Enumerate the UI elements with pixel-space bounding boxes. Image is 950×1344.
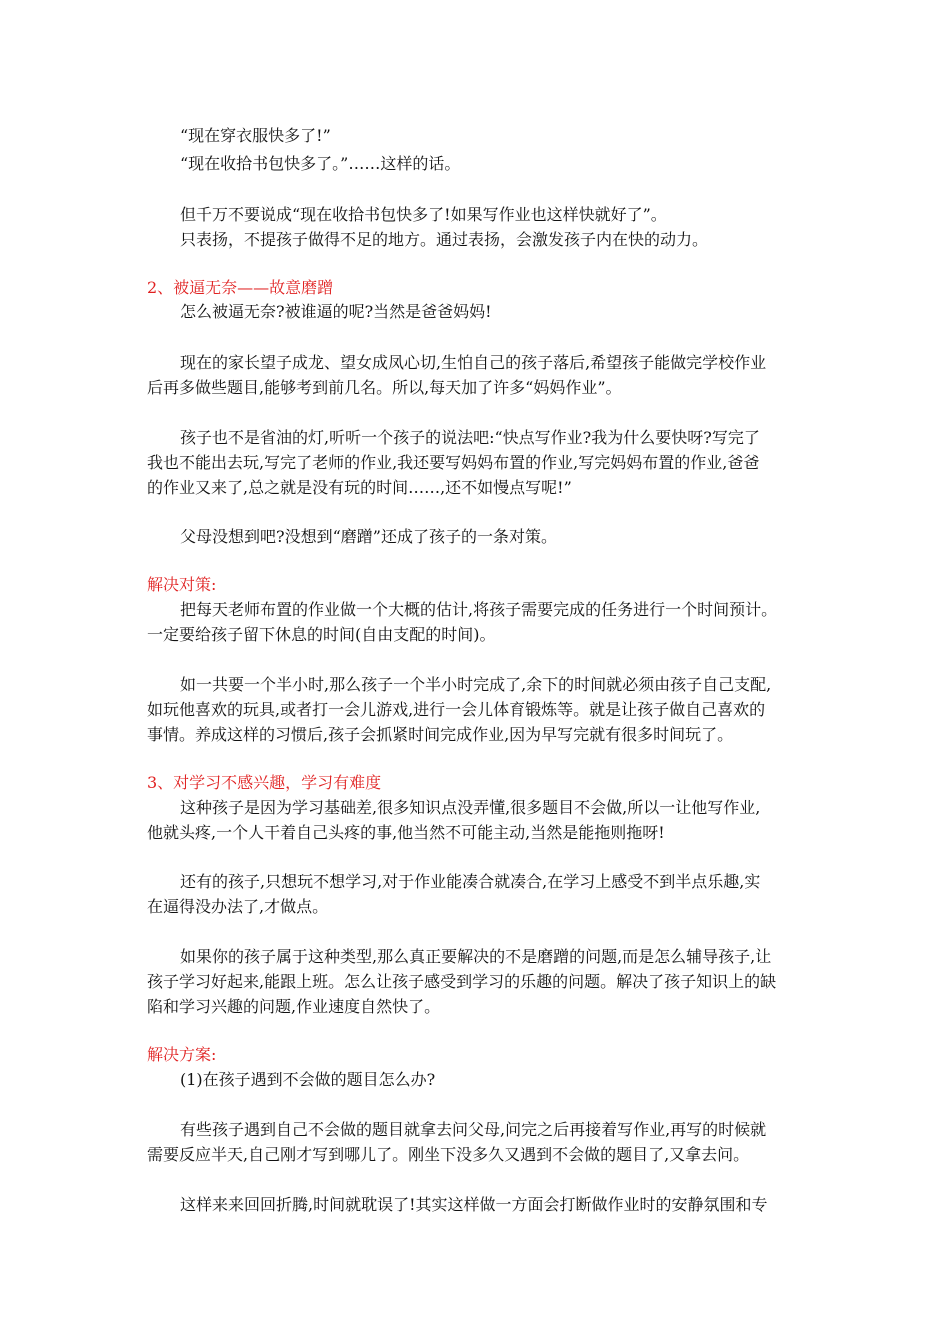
quote-line: “现在收拾书包快多了。”……这样的话。 — [180, 154, 461, 173]
paragraph-line: 孩子学习好起来,能跟上班。怎么让孩子感受到学习的乐趣的问题。解决了孩子知识上的缺 — [147, 972, 777, 991]
paragraph-line: 后再多做些题目,能够考到前几名。所以,每天加了许多“妈妈作业”。 — [147, 378, 622, 397]
paragraph-line: 只表扬，不提孩子做得不足的地方。通过表扬，会激发孩子内在快的动力。 — [180, 230, 709, 249]
paragraph-line: 陷和学习兴趣的问题,作业速度自然快了。 — [147, 997, 441, 1016]
paragraph-line: (1)在孩子遇到不会做的题目怎么办? — [180, 1070, 436, 1089]
solution-heading: 解决对策: — [147, 575, 217, 594]
paragraph-line: 如果你的孩子属于这种类型,那么真正要解决的不是磨蹭的问题,而是怎么辅导孩子,让 — [180, 947, 772, 966]
paragraph-line: 一定要给孩子留下休息的时间(自由支配的时间)。 — [147, 625, 496, 644]
quote-line: “现在穿衣服快多了!” — [180, 126, 331, 145]
paragraph-line: 这种孩子是因为学习基础差,很多知识点没弄懂,很多题目不会做,所以一让他写作业, — [180, 798, 761, 817]
paragraph-line: 我也不能出去玩,写完了老师的作业,我还要写妈妈布置的作业,写完妈妈布置的作业,爸爸 — [147, 453, 760, 472]
paragraph-line: 但千万不要说成“现在收拾书包快多了!如果写作业也这样快就好了”。 — [180, 205, 667, 224]
paragraph-line: 事情。养成这样的习惯后,孩子会抓紧时间完成作业,因为早写完就有很多时间玩了。 — [147, 725, 734, 744]
paragraph-line: 把每天老师布置的作业做一个大概的估计,将孩子需要完成的任务进行一个时间预计。 — [180, 600, 778, 619]
paragraph-line: 怎么被逼无奈?被谁逼的呢?当然是爸爸妈妈! — [180, 302, 492, 321]
section-heading-2: 2、被逼无奈——故意磨蹭 — [147, 278, 334, 297]
paragraph-line: 如一共要一个半小时,那么孩子一个半小时完成了,余下的时间就必须由孩子自己支配, — [180, 675, 772, 694]
paragraph-line: 父母没想到吧?没想到“磨蹭”还成了孩子的一条对策。 — [180, 527, 557, 546]
paragraph-line: 的作业又来了,总之就是没有玩的时间……,还不如慢点写呢!” — [147, 478, 572, 497]
paragraph-line: 孩子也不是省油的灯,听听一个孩子的说法吧:“快点写作业?我为什么要快呀?写完了 — [180, 428, 760, 447]
paragraph-line: 这样来来回回折腾,时间就耽误了!其实这样做一方面会打断做作业时的安静氛围和专 — [180, 1195, 768, 1214]
paragraph-line: 有些孩子遇到自己不会做的题目就拿去问父母,问完之后再接着写作业,再写的时候就 — [180, 1120, 767, 1139]
paragraph-line: 现在的家长望子成龙、望女成凤心切,生怕自己的孩子落后,希望孩子能做完学校作业 — [180, 353, 767, 372]
paragraph-line: 他就头疼,一个人干着自己头疼的事,他当然不可能主动,当然是能拖则拖呀! — [147, 823, 665, 842]
paragraph-line: 如玩他喜欢的玩具,或者打一会儿游戏,进行一会儿体育锻炼等。就是让孩子做自己喜欢的 — [147, 700, 766, 719]
section-heading-3: 3、对学习不感兴趣，学习有难度 — [147, 773, 382, 792]
paragraph-line: 在逼得没办法了,才做点。 — [147, 897, 329, 916]
solution-heading: 解决方案: — [147, 1045, 217, 1064]
paragraph-line: 还有的孩子,只想玩不想学习,对于作业能凑合就凑合,在学习上感受不到半点乐趣,实 — [180, 872, 761, 891]
paragraph-line: 需要反应半天,自己刚才写到哪儿了。刚坐下没多久又遇到不会做的题目了,又拿去问。 — [147, 1145, 750, 1164]
